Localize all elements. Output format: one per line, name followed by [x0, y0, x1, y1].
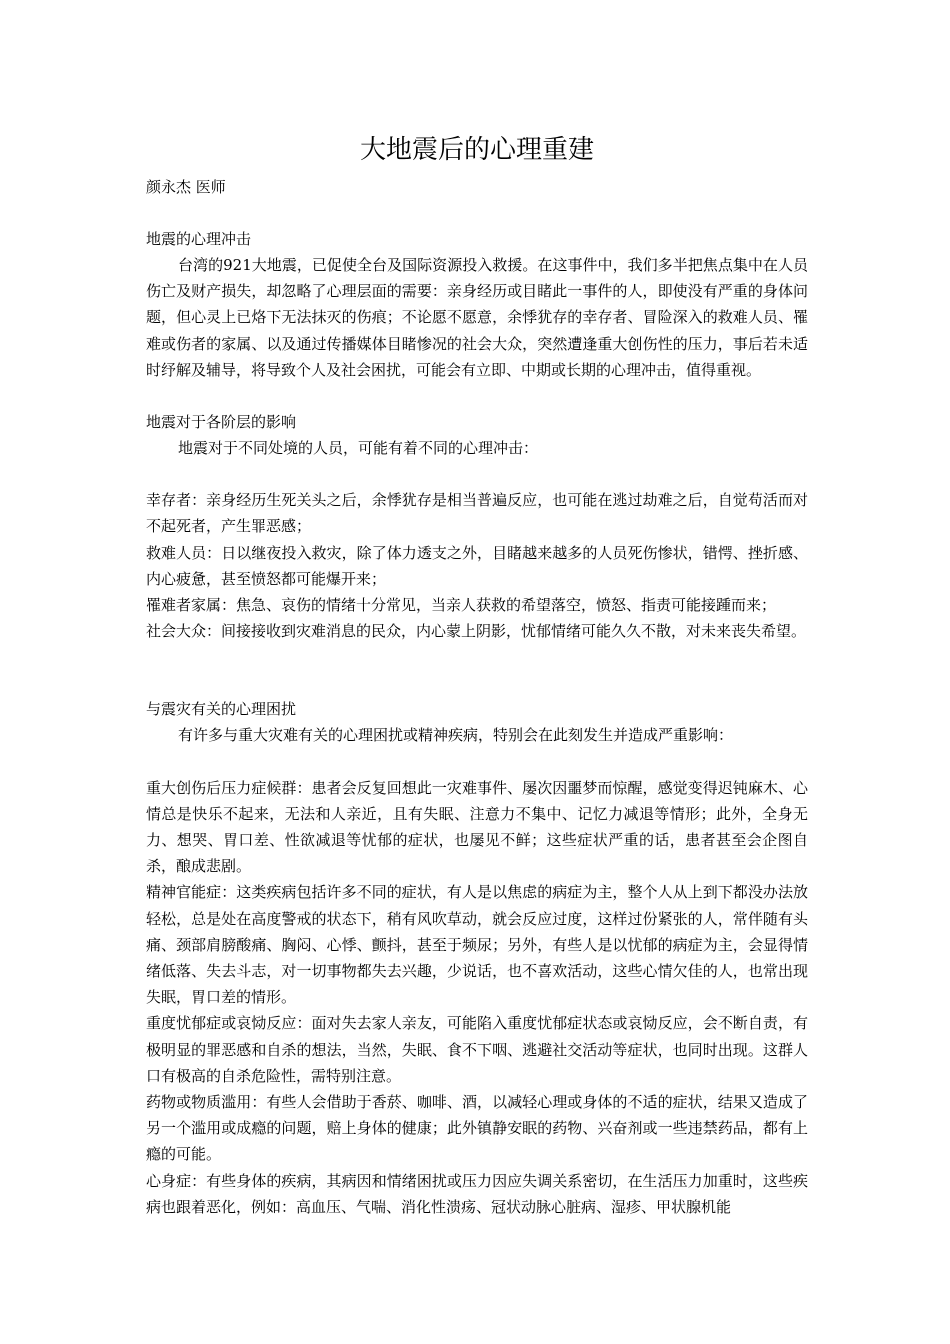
document-title: 大地震后的心理重建 — [359, 135, 594, 165]
list-item: 药物或物质滥用：有些人会借助于香菸、咖啡、酒，以减轻心理或身体的不适的症状，结果又造成了另一个滥用或成瘾的问题，赔上身体的健康；此外镇静安眠的药物、兴奋剂或一些违禁药品，都有上瘾的可能。 — [146, 1093, 808, 1164]
author-line: 颜永杰 医师 — [146, 178, 226, 196]
spacer — [146, 461, 808, 487]
list-item: 救难人员：日以继夜投入救灾，除了体力透支之外，目睹越来越多的人员死伤惨状，错愕、挫折感、内心疲惫，甚至愤怒都可能爆开来； — [146, 543, 808, 588]
list-item: 重大创伤后压力症候群：患者会反复回想此一灾难事件、屡次因噩梦而惊醒，感觉变得迟钝麻木、心情总是快乐不起来，无法和人亲近，且有失眠、注意力不集中、记忆力减退等情形；此外，全身无力、想哭、胃口差、性欲减退等忧郁的症状，也屡见不鲜；这些症状严重的话，患者甚至会企图自杀，酿成悲剧。 — [146, 778, 808, 876]
list-item: 社会大众：间接接收到灾难消息的民众，内心蒙上阴影，忧郁情绪可能久久不散，对未来丧失希望。 — [146, 622, 807, 641]
list-item: 幸存者：亲身经历生死关头之后，余悸犹存是相当普遍反应，也可能在逃过劫难之后，自觉苟活而对不起死者，产生罪恶感； — [146, 491, 808, 536]
list-item: 罹难者家属：焦急、哀伤的情绪十分常见，当亲人获救的希望落空，愤怒、指责可能接踵而来； — [146, 596, 777, 615]
section-heading: 地震的心理冲击 — [146, 230, 252, 248]
list-item: 心身症：有些身体的疾病，其病因和情绪困扰或压力因应失调关系密切，在生活压力加重时，这些疾病也跟着恶化，例如：高血压、气喘、消化性溃疡、冠状动脉心脏病、湿疹、甲状腺机能 — [146, 1171, 808, 1216]
section-paragraph: 地震对于不同处境的人员，可能有着不同的心理冲击： — [178, 439, 539, 458]
spacer — [146, 200, 808, 226]
spacer — [146, 644, 808, 696]
section-heading: 地震对于各阶层的影响 — [146, 413, 297, 432]
document-page — [146, 130, 808, 1220]
spacer — [146, 749, 808, 775]
list-item: 精神官能症：这类疾病包括许多不同的症状，有人是以焦虑的病症为主，整个人从上到下都没办法放轻松，总是处在高度警戒的状态下，稍有风吹草动，就会反应过度，这样过份紧张的人，常伴随有头痛、颈部肩膀酸痛、胸闷、心悸、颤抖，甚至于频尿；另外，有些人是以忧郁的病症为主，会显得情绪低落、失去斗志，对一切事物都失去兴趣，少说话，也不喜欢活动，这些心情欠佳的人，也常出现失眠，胃口差的情形。 — [146, 883, 808, 1007]
list-item: 重度忧郁症或哀恸反应：面对失去家人亲友，可能陷入重度忧郁症状态或哀恸反应，会不断自责，有极明显的罪恶感和自杀的想法，当然，失眠、食不下咽、逃避社交活动等症状，也同时出现。这群人口有极高的自杀危险性，需特别注意。 — [146, 1014, 808, 1085]
section-paragraph: 台湾的921大地震，已促使全台及国际资源投入救援。在这事件中，我们多半把焦点集中在人员伤亡及财产损失，却忽略了心理层面的需要：亲身经历或目睹此一事件的人，即使没有严重的身体问题，但心灵上已烙下无法抹灭的伤痕；不论愿不愿意，余悸犹存的幸存者、冒险深入的救难人员、罹难或伤者的家属、以及通过传播媒体目睹惨况的社会大众，突然遭逢重大创伤性的压力，事后若未适时纾解及辅导，将导致个人及社会困扰，可能会有立即、中期或长期的心理冲击，值得重视。 — [146, 256, 808, 379]
section-heading: 与震灾有关的心理困扰 — [146, 700, 297, 719]
spacer — [146, 383, 808, 409]
section-paragraph: 有许多与重大灾难有关的心理困扰或精神疾病，特别会在此刻发生并造成严重影响： — [178, 726, 734, 745]
